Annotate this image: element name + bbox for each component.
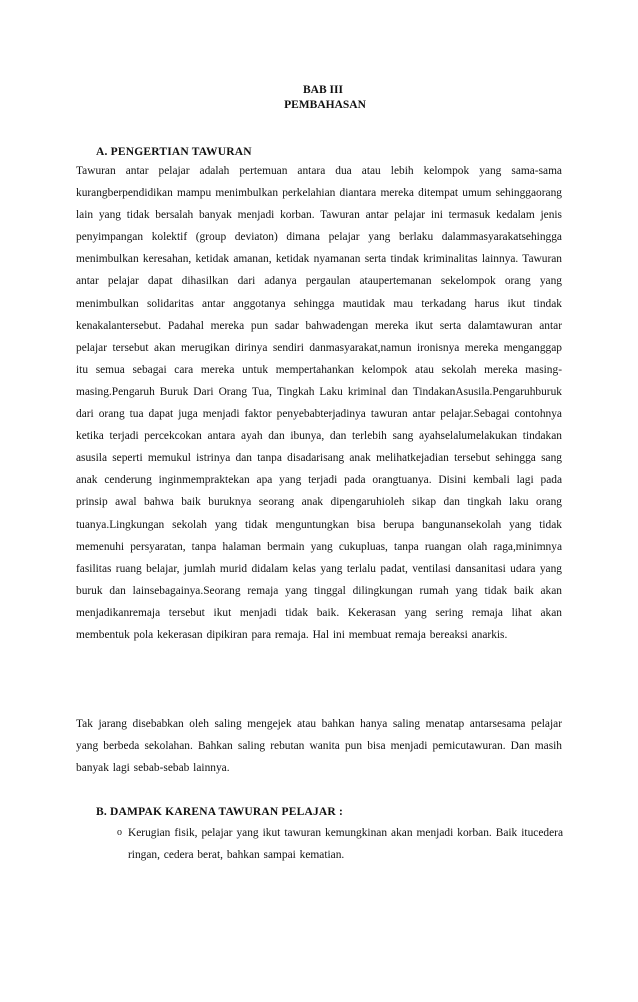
section-a-paragraph-2: Tak jarang disebabkan oleh saling mengejek atau bahkan hanya saling menatap antarsesama pelajar yang berbeda sekolahan. Bahkan saling rebutan wanita pun bisa menjadi pemicutawuran. Dan masih banyak lagi sebab-sebab lainnya. [76, 718, 562, 775]
chapter-title: PEMBAHASAN [284, 99, 366, 111]
list-item-text: Kerugian fisik, pelajar yang ikut tawuran kemungkinan akan menjadi korban. Baik itucedera ringan, cedera berat, bahkan sampai kematian. [128, 827, 563, 862]
section-b-heading: B. DAMPAK KARENA TAWURAN PELAJAR : [96, 806, 344, 818]
section-a-paragraph-1: Tawuran antar pelajar adalah pertemuan antara dua atau lebih kelompok yang sama-sama kurangberpendidikan mampu menimbulkan perkelahian diantara mereka ditempat umum sehinggaorang lain yang tidak bersalah banyak menjadi korban. Tawuran antar pelajar ini termasuk kedalam jenis penyimpangan kolektif (group deviaton) dimana pelajar yang berlaku dalammasyarakatsehingga menimbulkan keresahan, ketidak amanan, ketidak nyamanan serta tindak kriminalitas lainnya. Tawuran antar pelajar dapat dihasilkan dari adanya pergaulan ataupertemanan sekelompok orang yang menimbulkan solidaritas antar anggotanya sehingga mautidak mau terkadang harus ikut tindak kenakalantersebut. Padahal mereka pun sadar bahwadengan mereka ikut serta dalamtawuran antar pelajar tersebut akan merugikan dirinya sendiri danmasyarakat,namun ironisnya mereka menganggap itu semua sebagai cara mereka untuk mempertahankan kelompok atau sekolah mereka masing-masing.Pengaruh Buruk Dari Orang Tua, Tingkah Laku kriminal dan TindakanAsusila.Pengaruhburuk dari orang tua dapat juga menjadi faktor penyebabterjadinya tawuran antar pelajar.Sebagai contohnya ketika terjadi percekcokan antara ayah dan ibunya, dan terlebih sang ayahselalumelakukan tindakan asusila seperti memukul istrinya dan tanpa disadarisang anak melihatkejadian tersebut sehingga sang anak cenderung inginmempraktekan apa yang terjadi pada orangtuanya. Disini kembali lagi pada prinsip awal bahwa baik buruknya seorang anak dipengaruhioleh sikap dan tingkah laku orang tuanya.Lingkungan sekolah yang tidak menguntungkan bisa berupa bangunansekolah yang tidak memenuhi persyaratan, tanpa halaman bermain yang cukupluas, tanpa ruangan olah raga,minimnya fasilitas ruang belajar, jumlah murid didalam kelas yang terlalu padat, ventilasi dansanitasi udara yang buruk dan lainsebagainya.Seorang remaja yang tinggal dilingkungan rumah yang tidak baik akan menjadikanremaja tersebut ikut menjadi tidak baik. Kekerasan yang sering remaja lihat akan membentuk pola kekerasan dipikiran para remaja. Hal ini membuat remaja bereaksi anarkis. [76, 165, 562, 641]
chapter-number: BAB III [303, 84, 343, 96]
list-item [117, 822, 563, 866]
impact-list [117, 822, 563, 866]
circle-bullet-icon: o [117, 827, 122, 838]
section-a-heading: A. PENGERTIAN TAWURAN [96, 146, 252, 158]
